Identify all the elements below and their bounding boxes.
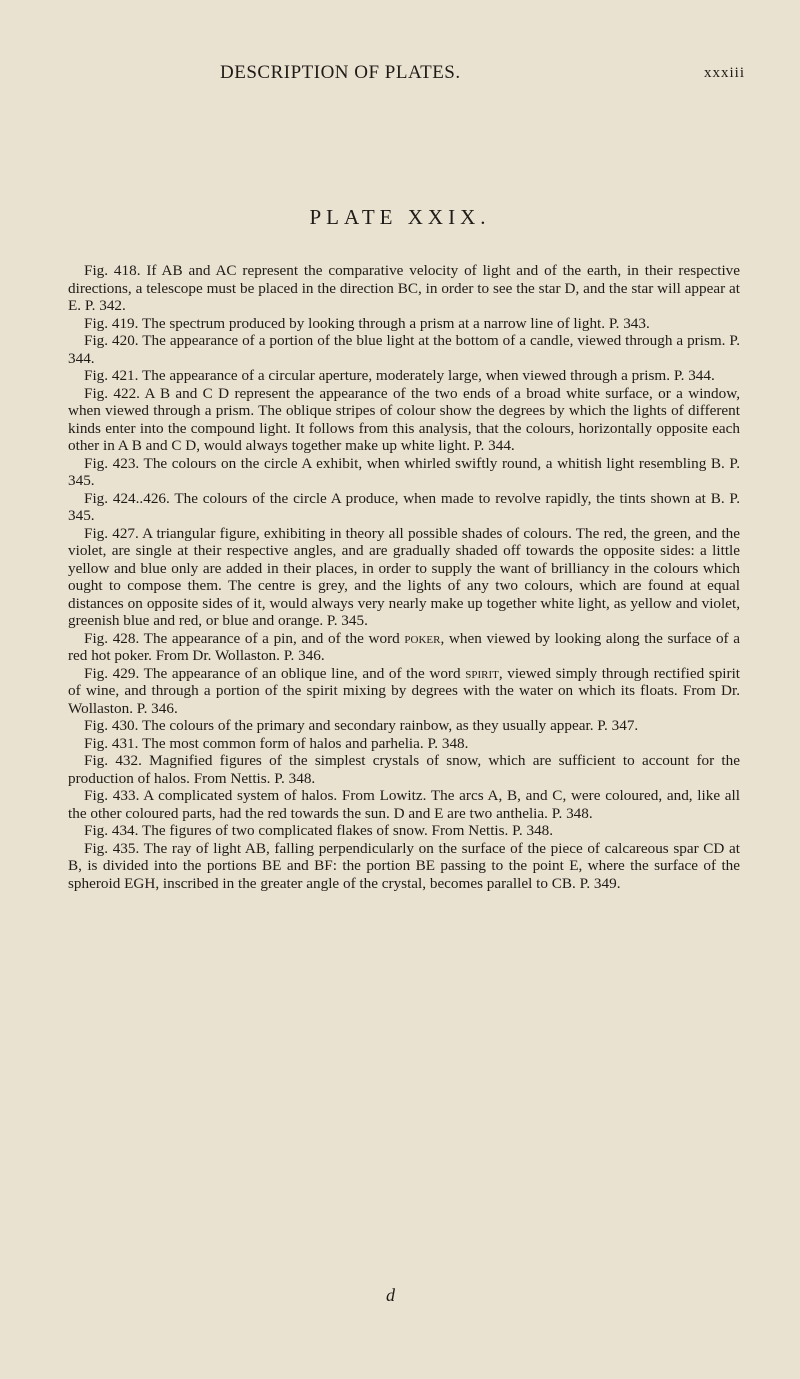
figure-entry-429 — [68, 665, 740, 718]
figure-entry-424-426: Fig. 424..426. The colours of the circle A produce, when made to revolve rapidly, the tints shown at B. P. 345. — [68, 489, 740, 524]
figure-entry-423: Fig. 423. The colours on the circle A exhibit, when whirled swiftly round, a whitish light resembling B. P. 345. — [68, 454, 740, 489]
signature-mark: d — [386, 1285, 395, 1305]
entry-text: , viewed simply through rectified spirit of wine, and through a portion of the spirit mixing by degrees with the water on which its floats. From Dr. Wollaston. P. 346. — [68, 664, 741, 717]
page-number: xxxiii — [704, 65, 746, 81]
small-caps-word: poker — [404, 629, 441, 647]
small-caps-word: spirit — [465, 664, 499, 682]
plate-title: PLATE XXIX. — [309, 205, 491, 229]
figure-entry-431: Fig. 431. The most common form of halos and parhelia. P. 348. — [84, 734, 469, 752]
entry-text: Fig. 428. The appearance of a pin, and of the word — [84, 629, 405, 647]
figure-entry-434: Fig. 434. The figures of two complicated flakes of snow. From Nettis. P. 348. — [84, 822, 554, 839]
figure-entry-428 — [68, 630, 740, 665]
figure-entry-418: Fig. 418. If AB and AC represent the comparative velocity of light and of the earth, in their respective directions, a telescope must be placed in the direction BC, in order to see the star D, and the star will appear at E. P. 342. — [68, 262, 740, 314]
figure-descriptions — [68, 262, 740, 892]
figure-entry-422: Fig. 422. A B and C D represent the appearance of the two ends of a broad white surface, or a window, when viewed through a prism. The oblique stripes of colour show the degrees by which the lights of different kinds enter into the compound light. It follows from this analysis, that the colours, horizontally opposite each other in A B and C D, would always together make up white light. P. 344. — [68, 384, 740, 454]
figure-entry-432: Fig. 432. Magnified figures of the simplest crystals of snow, which are sufficient to account for the production of halos. From Nettis. P. 348. — [68, 752, 740, 787]
entry-text: Fig. 429. The appearance of an oblique line, and of the word — [84, 664, 466, 682]
figure-entry-420: Fig. 420. The appearance of a portion of the blue light at the bottom of a candle, viewed through a prism. P. 344. — [68, 332, 740, 367]
figure-entry-433: Fig. 433. A complicated system of halos. From Lowitz. The arcs A, B, and C, were coloured, and, like all the other coloured parts, had the red towards the sun. D and E are two anthelia. P. 348. — [68, 787, 740, 822]
figure-entry-421: Fig. 421. The appearance of a circular aperture, moderately large, when viewed through a prism. P. 344. — [84, 367, 715, 384]
running-head — [0, 62, 800, 88]
figure-entry-435: Fig. 435. The ray of light AB, falling perpendicularly on the surface of the piece of calcareous spar CD at B, is divided into the portions BE and BF: the portion BE passing to the point E, where the surface of the spheroid EGH, inscribed in the greater angle of the crystal, becomes parallel to CB. P. 349. — [68, 839, 740, 892]
figure-entry-430: Fig. 430. The colours of the primary and secondary rainbow, as they usually appear. P. 347. — [84, 717, 639, 734]
figure-entry-427: Fig. 427. A triangular figure, exhibiting in theory all possible shades of colours. The red, the green, and the violet, are single at their respective angles, and are gradually shaded off towards the opposite sides: a little yellow and blue only are added in their places, in order to supply the want of brilliancy in the colours which ought to compose them. The centre is grey, and the lights of any two colours, which are found at equal distances on opposite sides of it, would always very nearly make up together white light, as yellow and violet, greenish blue and red, or blue and orange. P. 345. — [68, 524, 740, 629]
running-title: DESCRIPTION OF PLATES. — [220, 62, 461, 83]
figure-entry-419: Fig. 419. The spectrum produced by looking through a prism at a narrow line of light. P. 343. — [84, 314, 650, 332]
entry-text: , when viewed by looking along the surface of a red hot poker. From Dr. Wollaston. P. 346. — [68, 629, 741, 664]
